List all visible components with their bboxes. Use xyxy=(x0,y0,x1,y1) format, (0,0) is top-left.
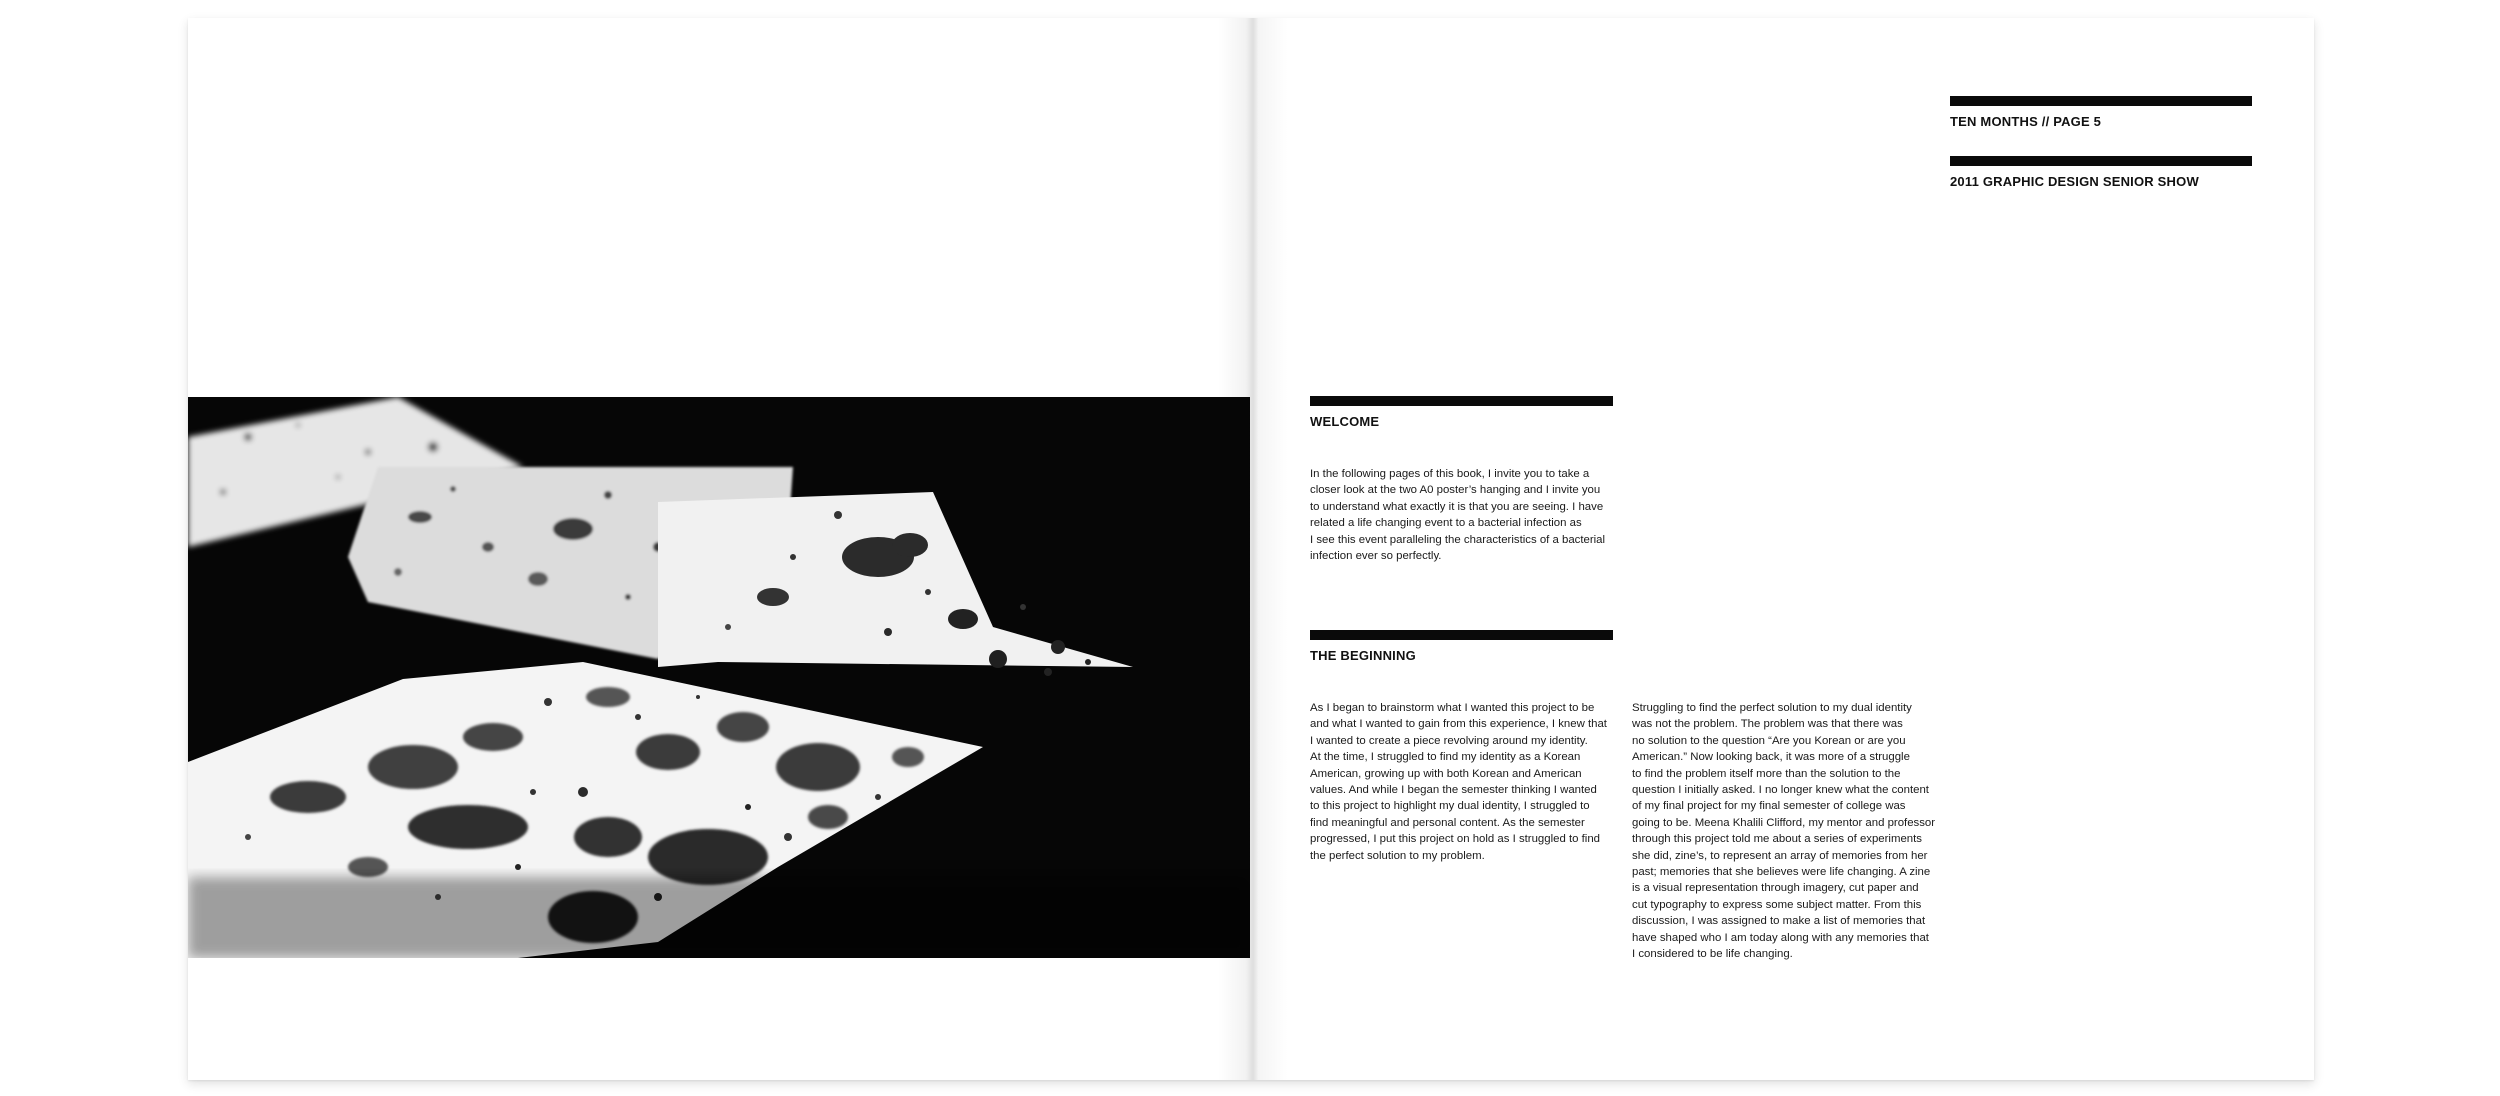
right-page xyxy=(1250,18,2314,1080)
beginning-section xyxy=(1310,630,1613,663)
header-rule xyxy=(1950,156,2252,166)
welcome-heading: WELCOME xyxy=(1310,414,1380,429)
ink-splatter-photo xyxy=(188,397,1250,958)
show-header-block xyxy=(1950,156,2252,189)
show-label: 2011 GRAPHIC DESIGN SENIOR SHOW xyxy=(1950,174,2199,189)
book-spread xyxy=(188,18,2314,1080)
beginning-column-2: Struggling to find the perfect solution to my dual identity was not the problem. The problem was that there was no solution to the question “Are you Korean or are you American.” Now looking back, it was more of a struggle to find the problem itself more than the solution to the question I initially asked. I no longer knew what the content of my final project for my final semester of college was going to be. Meena Khalili Clifford, my mentor and professor through this project told me about a series of experiments she did, zine’s, to represent an array of memories from her past; memories that she believes were life changing. A zine is a visual representation through imagery, cut paper and cut typography to express some subject matter. From this discussion, I was assigned to make a list of memories that have shaped who I am today along with any memories that I considered to be life changing. xyxy=(1632,702,1936,961)
section-rule xyxy=(1310,396,1613,406)
photo-illustration xyxy=(188,397,1250,958)
left-page xyxy=(188,18,1250,1080)
welcome-section xyxy=(1310,396,1613,429)
welcome-body: In the following pages of this book, I invite you to take a closer look at the two A0 poster’s hanging and I invite you to understand what exactly it is that you are seeing. I have related a life changing event to a bacterial infection as I see this event paralleling the characteristics of a bacterial infection ever so perfectly. xyxy=(1310,468,1606,563)
page-label: TEN MONTHS // PAGE 5 xyxy=(1950,114,2102,129)
header-rule xyxy=(1950,96,2252,106)
beginning-heading: THE BEGINNING xyxy=(1310,648,1416,663)
page-header-block xyxy=(1950,96,2252,129)
section-rule xyxy=(1310,630,1613,640)
beginning-column-1: As I began to brainstorm what I wanted this project to be and what I wanted to gain from this experience, I knew that I wanted to create a piece revolving around my identity. At the time, I struggled to find my identity as a Korean American, growing up with both Korean and American values. And while I began the semester thinking I wanted to this project to highlight my dual identity, I struggled to find meaningful and personal content. As the semester progressed, I put this project on hold as I struggled to find the perfect solution to my problem. xyxy=(1310,702,1607,862)
